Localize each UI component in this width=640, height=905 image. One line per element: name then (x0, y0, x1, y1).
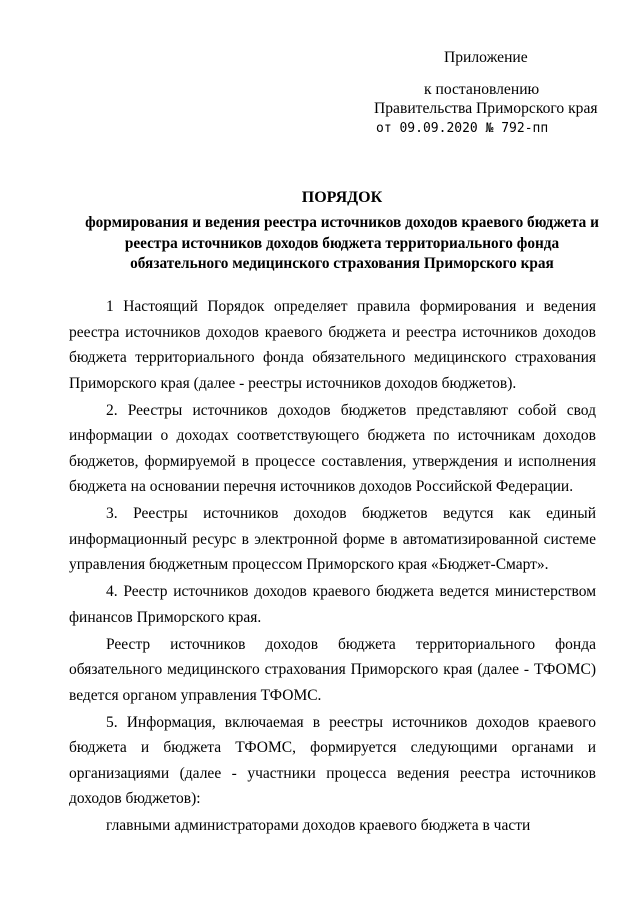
appendix-label: Приложение (444, 49, 528, 66)
document-subtitle (60, 213, 624, 275)
paragraph: 5. Информация, включаемая в реестры источников доходов краевого бюджета и бюджета ТФОМС, формируется следующими органами и организациями (далее - участники процесса ведения реестра источников доходов бюджетов): (69, 713, 596, 807)
paragraph: Реестр источников доходов бюджета территориального фонда обязательного медицинского страхования Приморского края (далее - ТФОМС) ведется органом управления ТФОМС. (69, 635, 596, 704)
subtitle-line: формирования и ведения реестра источников доходов краевого бюджета и (85, 214, 599, 231)
paragraph: 4. Реестр источников доходов краевого бюджета ведется министерством финансов Приморского края. (69, 583, 596, 626)
document-title: ПОРЯДОК (301, 189, 383, 206)
resolution-reference: к постановлению (424, 81, 540, 98)
paragraph: 3. Реестры источников доходов бюджетов ведутся как единый информационный ресурс в электронной форме в автоматизированной системе управления бюджетным процессом Приморского края «Бюджет-Смарт». (69, 505, 596, 573)
government-name: Правительства Приморского края (374, 100, 598, 117)
paragraph: главными администраторами доходов краевого бюджета в части (106, 817, 531, 834)
subtitle-line: реестра источников доходов бюджета территориального фонда (124, 234, 560, 252)
resolution-date-number: от 09.09.2020 № 792-пп (376, 121, 549, 136)
document-body (69, 294, 596, 840)
paragraph: 2. Реестры источников доходов бюджетов представляют собой свод информации о доходах соответствующего бюджета по источникам доходов бюджетов, формируемой в процессе составления, утверждения и исполнения бюджета на основании перечня источников доходов Российской Федерации. (69, 401, 596, 495)
paragraph: 1 Настоящий Порядок определяет правила формирования и ведения реестра источников доходов краевого бюджета и реестра источников доходов бюджета территориального фонда обязательного медицинского страхования Приморского края (далее - реестры источников доходов бюджетов). (69, 298, 596, 392)
subtitle-line: обязательного медицинского страхования Приморского края (130, 255, 554, 272)
